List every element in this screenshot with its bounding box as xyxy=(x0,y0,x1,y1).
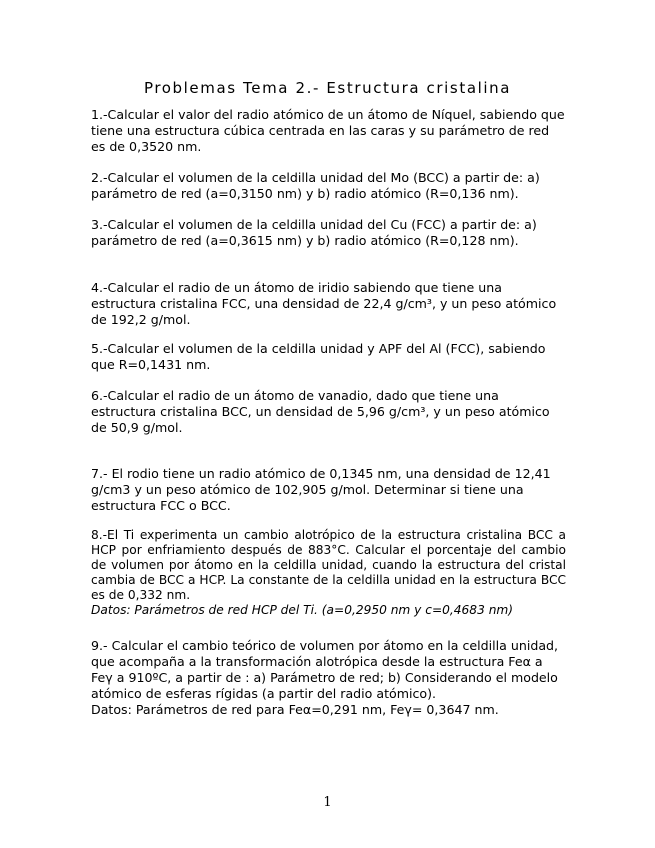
problem-3: 3.-Calcular el volumen de la celdilla unidad del Cu (FCC) a partir de: a) parámetro de red (a=0,3615 nm) y b) radio atómico (R=0,128 nm). xyxy=(91,217,537,248)
problem-6: 6.-Calcular el radio de un átomo de vanadio, dado que tiene una estructura cristalina BCC, un densidad de 5,96 g/cm³, y un peso atómico de 50,9 g/mol. xyxy=(91,388,550,435)
problem-1: 1.-Calcular el valor del radio atómico de un átomo de Níquel, sabiendo que tiene una estructura cúbica centrada en las caras y su parámetro de red es de 0,3520 nm. xyxy=(91,107,565,154)
problem-4: 4.-Calcular el radio de un átomo de iridio sabiendo que tiene una estructura cristalina FCC, una densidad de 22,4 g/cm³, y un peso atómico de 192,2 g/mol. xyxy=(91,280,557,327)
problem-7: 7.- El rodio tiene un radio atómico de 0,1345 nm, una densidad de 12,41 g/cm3 y un peso atómico de 102,905 g/mol. Determinar si tiene una estructura FCC o BCC. xyxy=(91,466,551,513)
problem-9 xyxy=(91,638,566,718)
page-number: 1 xyxy=(323,795,332,810)
problem-8-text: 8.-El Ti experimenta un cambio alotrópico de la estructura cristalina BCC a HCP por enfriamiento después de 883°C. Calcular el porcentaje del cambio de volumen por átomo en la celdilla unidad, cuando la estructura del cristal cambia de BCC a HCP. La constante de la celdilla unidad en la estructura BCC es de 0,332 nm. xyxy=(91,528,566,602)
page-title: Problemas Tema 2.- Estructura cristalina xyxy=(143,79,512,97)
problem-9-text: 9.- Calcular el cambio teórico de volumen por átomo en la celdilla unidad, que acompaña a la transformación alotrópica desde la estructura Feα a Feγ a 910ºC, a partir de : a) Parámetro de red; b) Considerando el modelo atómico de esferas rígidas (a partir del radio atómico). xyxy=(91,638,559,701)
problem-5: 5.-Calcular el volumen de la celdilla unidad y APF del Al (FCC), sabiendo que R=0,1431 nm. xyxy=(91,341,546,372)
problem-8 xyxy=(91,528,566,618)
problem-9-data: Datos: Parámetros de red para Feα=0,291 nm, Feγ= 0,3647 nm. xyxy=(91,702,499,717)
problem-2: 2.-Calcular el volumen de la celdilla unidad del Mo (BCC) a partir de: a) parámetro de red (a=0,3150 nm) y b) radio atómico (R=0,136 nm). xyxy=(91,170,540,201)
problem-8-data: Datos: Parámetros de red HCP del Ti. (a=0,2950 nm y c=0,4683 nm) xyxy=(91,603,514,617)
